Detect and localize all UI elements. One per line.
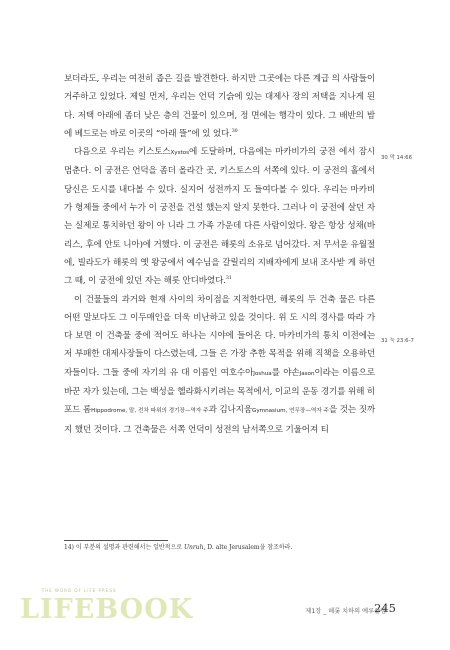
line: 했는지 알지 못한다. 그러나 이 궁전에 살던 자는 실제로 통치하던 왕이 아 <box>64 203 376 232</box>
line: 를 야손 <box>271 367 300 378</box>
line: 대 이름인 여호수아 <box>181 367 254 378</box>
body-text <box>64 70 375 439</box>
latin-term: Hippodrome, 말, 전차 따위의 경기장—역자 주 <box>91 408 209 415</box>
logo-tagline: THE WORD OF LIFE PRESS <box>41 588 117 593</box>
line: 니아)에 거했다. 이 궁전은 해롯의 소유로 넘어갔다. 저 무서운 유월절에, <box>64 239 375 268</box>
footnote <box>64 542 384 551</box>
line: 면에는 행각이 있다. 그 배반의 밤에 베드로는 바로 이곳의 “아래 뜰”에 있 <box>64 110 375 139</box>
margin-reference-30: 30 막 14:66 <box>381 155 413 161</box>
footnote-text: 14) 이 부분의 설명과 관련해서는 일반적으로 <box>64 544 184 551</box>
line: 롬 <box>82 405 92 416</box>
latin-term: Xystos <box>170 150 190 157</box>
line: 장의 저택을 지나게 된다. 저택 아래에 좀더 낮은 층의 건물이 있으며, 정 <box>64 92 375 121</box>
footnote-text: , D. alte Jerusalem을 참조하라. <box>203 544 293 551</box>
running-footer: 제1장 _ 해롯 치하의 예루살렘 <box>305 608 386 615</box>
line: 그는 백성을 헬라화시키려는 목적에서, 이교의 운동 경기를 위해 히포드 <box>64 387 375 416</box>
line: 다음으로 우리는 키스토스 <box>74 147 171 158</box>
line: 시의 경사를 따라 가다 보면 이 건축물 중에 적어도 하나는 시야에 들어온 <box>64 312 375 342</box>
line: 었다. <box>212 128 232 139</box>
footnote-italic: Unruh <box>183 544 204 551</box>
paragraph-1 <box>64 70 375 143</box>
line: 다. 마카비가의 통치 이전에는 저 부패한 대제사장들이 다스렸는데, 그들 <box>64 331 375 360</box>
paragraph-3 <box>64 291 375 439</box>
line: 니라 그 가족 가운데 다른 사람이었다. 왕은 항상 성채(바리스, 후에 안토 <box>64 221 375 250</box>
publisher-logo <box>20 588 194 634</box>
footnote-marker: 30 <box>231 129 238 135</box>
line: 있다. 이 궁전의 홀에서 당신은 도시를 내다볼 수 있다. 실지어 성전까지 <box>64 166 375 195</box>
page-number: 245 <box>374 601 396 615</box>
footnote-divider <box>64 540 168 541</box>
line: 에서 잠시 멈춘다. 이 궁전은 언덕을 좀더 올라간 곳, 키스토스의 서쪽에 <box>64 147 375 177</box>
line: 도 들여다볼 수 있다. 우리는 마카비가 형제들 중에서 누가 이 궁전을 건설 <box>64 184 375 214</box>
line: 의 사람들이 거주하고 있었다. 제일 먼저, 우리는 언덕 기슭에 있는 대제사 <box>64 74 375 103</box>
line: 과 김나지움 <box>208 405 252 416</box>
line: 보더라도, 우리는 여전히 좁은 길을 발견한다. 하지만 그곳에는 다른 계급 <box>64 74 330 84</box>
paragraph-2 <box>64 143 375 290</box>
line: 이라는 이름으로 바꾼 자가 있는데, <box>64 367 375 398</box>
line: 을 것는 짓까 <box>328 405 375 416</box>
latin-term: Gymnasium, 연무장—역자 주 <box>251 408 329 415</box>
line: 에 도달하며, 다음에는 마카비가의 궁전 <box>189 147 336 158</box>
line: 은 가장 추한 목적을 위해 직책을 오용하던 자들이다. 그들 중에 자기의 유 <box>64 349 375 378</box>
margin-reference-31: 31 눅 23:6-7 <box>381 338 414 344</box>
logo-wordmark: LIFEBOOK <box>20 594 194 625</box>
line: 게 하던 그 때, 이 궁전에 있던 자는 해롯 안디바였다. <box>64 257 375 287</box>
line: 지 했던 것이다. 그 건축물은 서쪽 언덕이 성전의 남서쪽으로 기울어져 티 <box>64 424 329 435</box>
latin-term: Jason <box>299 370 315 377</box>
line: 빌라도가 해롯의 옛 왕궁에서 예수님을 갈릴리의 지배자에게 보내 조사받 <box>77 257 345 268</box>
footnote-marker: 31 <box>225 276 232 282</box>
line: 물은 다른 어떤 말보다도 그 이두매인을 더욱 비난하고 있을 것이다. 위 도 <box>64 294 375 323</box>
latin-term: Joshua <box>253 370 272 377</box>
line: 이 건물들의 과거와 현재 사이의 차이점을 지적한다면, 해롯의 두 건축 <box>74 294 336 305</box>
